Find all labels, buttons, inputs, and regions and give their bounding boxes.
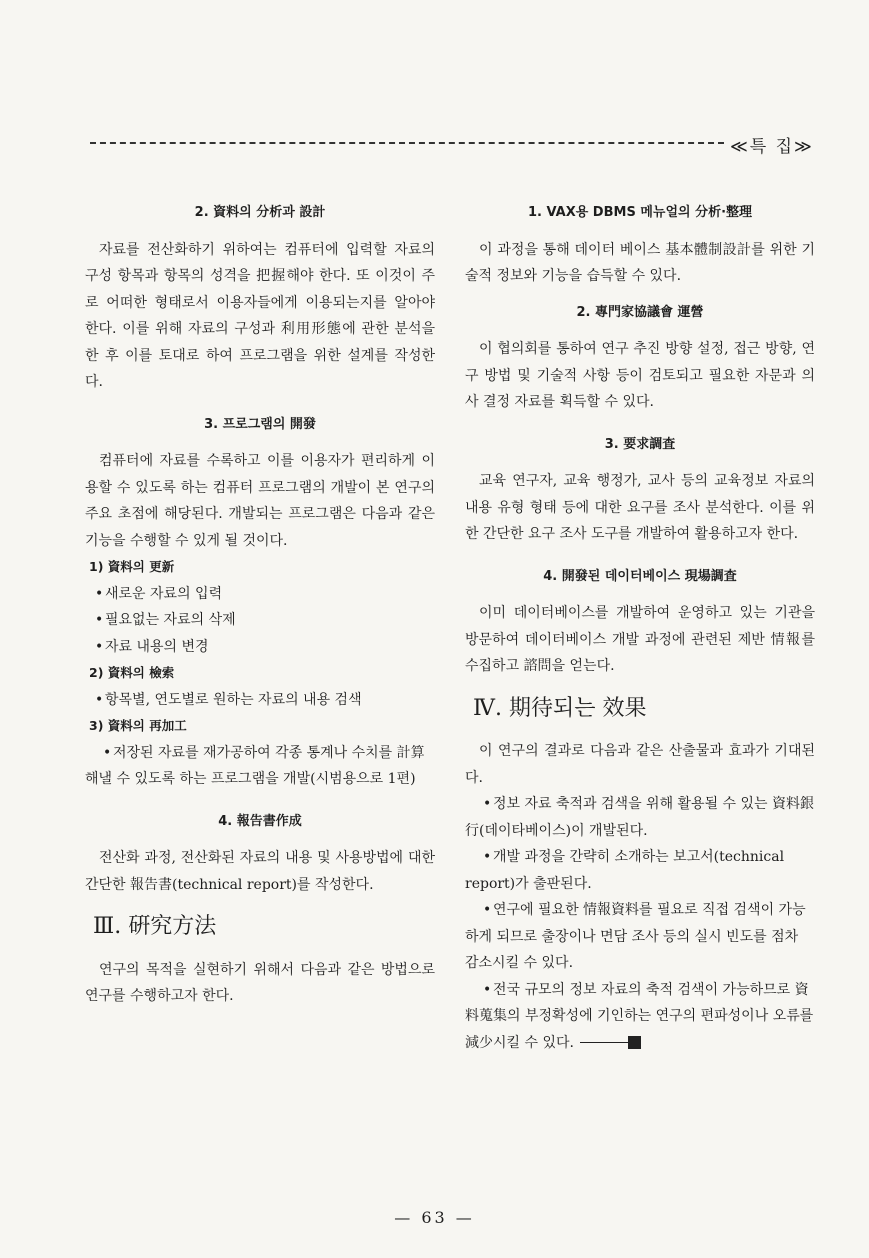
subheading: 1) 資料의 更新 [89,559,175,574]
list-item: • 정보 자료 축적과 검색을 위해 활용될 수 있는 資料銀行(데이타베이스)이 개발된다. [465,791,815,844]
paragraph: 교육 연구자, 교육 행정가, 교사 등의 교육정보 자료의 내용 유형 형태 등에 대한 요구를 조사 분석한다. 이를 위한 간단한 요구 조사 도구를 개발하여 활용하고자 한다. [465,473,815,542]
page-number: — 63 — [394,1208,475,1227]
section-heading: 4. 報告書作成 [218,813,302,829]
list-item: • 항목별, 연도별로 원하는 자료의 내용 검색 [85,687,435,714]
list-item: • 개발 과정을 간략히 소개하는 보고서(technical report)가 출판된다. [465,844,815,897]
bullet-icon: • [95,612,104,628]
end-mark-icon [628,1036,641,1049]
paragraph: 이미 데이터베이스를 개발하여 운영하고 있는 기관을 방문하여 데이터베이스 개발 과정에 관련된 제반 情報를 수집하고 諮問을 얻는다. [465,605,815,674]
paragraph: 전산화 과정, 전산화된 자료의 내용 및 사용방법에 대한 간단한 報告書(technical report)를 작성한다. [85,850,435,893]
paragraph: 이 연구의 결과로 다음과 같은 산출물과 효과가 기대된다. [465,743,815,786]
bullet-icon: • [95,638,104,655]
list-item: • 자료 내용의 변경 [85,634,435,661]
bullet-icon: • [483,849,492,865]
section-heading: 2. 專門家協議會 運營 [576,304,704,320]
left-column [85,200,435,1010]
bullet-icon: • [95,585,104,602]
section-heading: 1. VAX용 DBMS 메뉴얼의 分析·整理 [527,205,753,220]
paragraph: 컴퓨터에 자료를 수록하고 이를 이용자가 편리하게 이용할 수 있도록 하는 컴퓨터 프로그램의 개발이 본 연구의 주요 초점에 해당된다. 개발되는 프로그램은 다음과 같은 기능을 수행할 수 있게 될 것이다. [85,453,435,549]
header-rule [90,142,724,144]
section-heading: 4. 開發된 데이터베이스 現場調査 [543,568,737,584]
right-column [465,200,815,1056]
chapter-heading: Ⅲ. 硏究方法 [93,914,217,939]
list-item: • 필요없는 자료의 삭제 [85,607,435,634]
bullet-icon: • [95,691,104,708]
paragraph: 자료를 전산화하기 위하여는 컴퓨터에 입력할 자료의 구성 항목과 항목의 성격을 把握해야 한다. 또 이것이 주로 어떠한 형태로서 이용자들에게 이용되는지를 알아야 한다. 이를 위해 자료의 구성과 利用形態에 관한 분석을 한 후 이를 토대로 하여 프로그램을 위한 설계를 작성한다. [85,241,435,390]
list-item: • 전국 규모의 정보 자료의 축적 검색이 가능하므로 資料蒐集의 부정확성에 기인하는 연구의 편파성이나 오류를 減少시킬 수 있다. [465,977,815,1057]
bullet-icon: • [483,902,492,918]
end-rule [580,1042,628,1043]
bullet-icon: • [103,744,112,761]
list-item: • 새로운 자료의 입력 [85,581,435,608]
paragraph: 이 협의회를 통하여 연구 추진 방향 설정, 접근 방향, 연구 방법 및 기술적 사항 등이 검토되고 필요한 자문과 의사 결정 자료를 획득할 수 있다. [465,341,815,410]
subheading: 2) 資料의 檢索 [89,665,175,680]
paragraph: 이 과정을 통해 데이터 베이스 基本體制設計를 위한 기술적 정보와 기능을 습득할 수 있다. [465,241,815,284]
section-heading: 2. 資料의 分析과 設計 [194,205,326,220]
section-heading: 3. 要求調査 [604,436,676,452]
subheading: 3) 資料의 再加工 [89,718,187,733]
section-label: ≪특 집≫ [730,137,814,157]
section-heading: 3. 프로그램의 開發 [204,416,316,432]
bullet-icon: • [483,981,492,998]
list-item: • 연구에 필요한 情報資料를 필요로 직접 검색이 가능하게 되므로 출장이나 면담 조사 등의 실시 빈도를 점차 감소시킬 수 있다. [465,897,815,977]
bullet-icon: • [483,796,492,812]
paragraph: 연구의 목적을 실현하기 위해서 다음과 같은 방법으로 연구를 수행하고자 한다. [85,961,435,1004]
chapter-heading: Ⅳ. 期待되는 效果 [473,695,647,721]
list-item: • 저장된 자료를 재가공하여 각종 통계나 수치를 計算해낼 수 있도록 하는 프로그램을 개발(시범용으로 1편) [85,740,435,793]
